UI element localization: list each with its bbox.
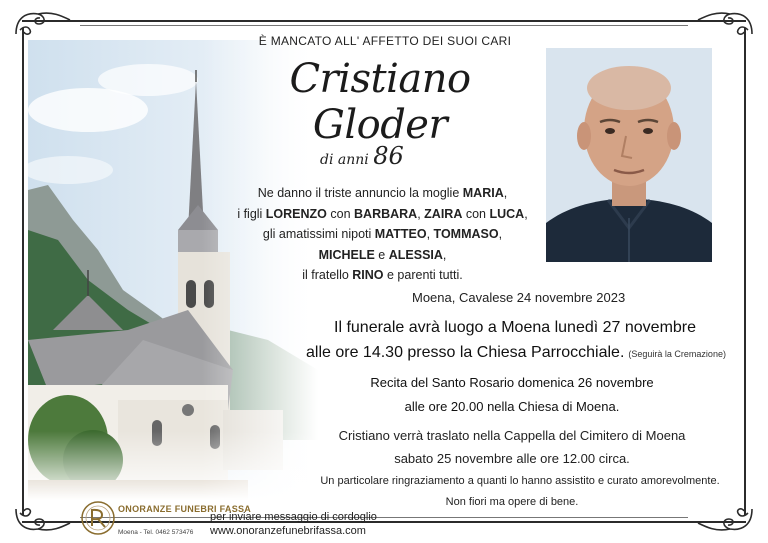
relative-name: BARBARA: [354, 206, 418, 221]
deceased-age: [320, 142, 440, 170]
relative-name: RINO: [352, 268, 384, 283]
relative-name: MICHELE: [318, 247, 375, 262]
frame-inner-top-line: [80, 25, 688, 26]
frame-right-line: [744, 28, 746, 515]
announcement-text: e: [374, 247, 389, 262]
relative-name: LORENZO: [265, 206, 327, 221]
announcement-text: ,: [442, 247, 447, 262]
announcement-line: [230, 224, 535, 245]
announcement-text: ,: [524, 206, 528, 221]
relative-name: MARIA: [462, 186, 504, 200]
funeral-home-contact: Moena - Tel. 0462 573476: [118, 529, 194, 536]
condolence-message-text: per inviare messaggio di cordoglio: [210, 511, 377, 523]
place-date: Moena, Cavalese 24 novembre 2023: [412, 290, 626, 305]
relative-name: TOMMASO: [433, 227, 499, 242]
relative-name: LUCA: [489, 206, 525, 221]
thanks-text: Un particolare ringraziamento a quanti lo hanno assistito e curato amorevolmente.: [320, 475, 720, 487]
corner-flourish-icon: [696, 505, 756, 535]
transfer-line-1: Cristiano verrà traslato nella Cappella del Cimitero di Moena: [338, 428, 686, 443]
announcement-text: ,: [498, 227, 503, 242]
announcement-text: ,: [417, 206, 425, 221]
announcement-text: ,: [503, 186, 508, 200]
announcement-text: gli amatissimi nipoti: [262, 227, 375, 242]
deceased-name: Cristiano Gloder: [289, 56, 471, 148]
rosary-line-2: alle ore 20.00 nella Chiesa di Moena.: [404, 399, 620, 414]
announcement-text: ,: [426, 227, 434, 242]
age-number: 86: [373, 142, 404, 170]
corner-flourish-icon: [696, 8, 756, 38]
corner-flourish-icon: [12, 505, 72, 535]
announcement-block: [230, 183, 535, 286]
relative-name: MATTEO: [374, 227, 427, 242]
announcement-text: e parenti tutti.: [383, 268, 463, 283]
funeral-home-brand: ONORANZE FUNEBRI FASSA: [118, 504, 252, 514]
frame-left-line: [22, 28, 24, 515]
relative-name: ALESSIA: [388, 247, 443, 262]
funeral-line-1: Il funerale avrà luogo a Moena lunedì 27 novembre: [334, 319, 697, 336]
announcement-text: il fratello: [302, 268, 353, 283]
portrait-photo: [546, 48, 712, 262]
cremation-note: (Seguirà la Cremazione): [628, 349, 726, 359]
announcement-text: Ne danno il triste annuncio la moglie: [257, 186, 463, 200]
announcement-text: con: [462, 206, 490, 221]
header-text: È MANCATO ALL' AFFETTO DEI SUOI CARI: [258, 34, 512, 48]
funeral-time-place: alle ore 14.30 presso la Chiesa Parrocchiale.: [306, 344, 625, 361]
flowers-note: Non fiori ma opere di bene.: [445, 496, 579, 508]
relative-name: ZAIRA: [424, 206, 463, 221]
frame-inner-bottom-line: [80, 517, 688, 518]
condolence-website-link[interactable]: www.onoranzefunebrifassa.com: [210, 525, 366, 537]
transfer-line-2: sabato 25 novembre alle ore 12.00 circa.: [394, 451, 630, 466]
age-prefix: di anni: [320, 152, 369, 168]
funeral-line-2: [306, 344, 746, 362]
announcement-line: [230, 245, 535, 266]
rosary-line-1: Recita del Santo Rosario domenica 26 novembre: [370, 375, 654, 390]
funeral-home-logo-icon: [80, 500, 116, 536]
announcement-line: [230, 265, 535, 286]
announcement-text: con: [326, 206, 355, 221]
announcement-line: [230, 183, 535, 204]
corner-flourish-icon: [12, 8, 72, 38]
announcement-line: [230, 204, 535, 225]
announcement-text: i figli: [237, 206, 266, 221]
